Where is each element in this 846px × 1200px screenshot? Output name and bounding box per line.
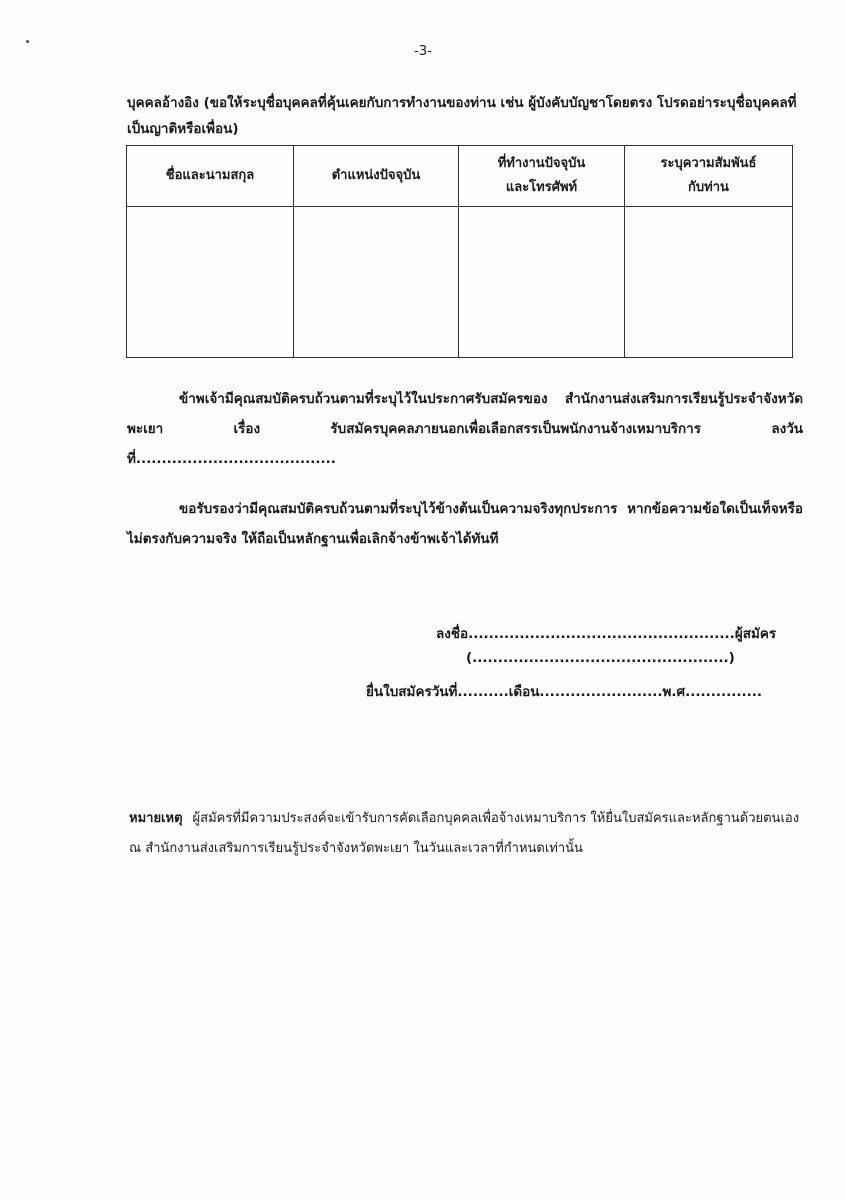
- note-label: หมายเหตุ: [129, 811, 183, 826]
- declaration-text-2: ขอรับรองว่ามีคุณสมบัติครบถ้วนตามที่ระบุไว้ข้างต้นเป็นความจริงทุกประการ หากข้อความข้อใดเป็นเท็จหรือไม่ตรงกับความจริง ให้ถือเป็นหลักฐานเพื่อเลิกจ้างข้าพเจ้าได้ทันที: [127, 501, 803, 547]
- page-number: -3-: [414, 44, 432, 59]
- note: [129, 804, 805, 864]
- column-header-position: [294, 146, 459, 207]
- cell-relationship[interactable]: [625, 207, 793, 358]
- column-header-line: ตำแหน่งปัจจุบัน: [331, 168, 421, 183]
- cell-position[interactable]: [294, 207, 459, 358]
- scan-speck: [26, 40, 29, 43]
- reference-intro: บุคคลอ้างอิง (ขอให้ระบุชื่อบุคคลที่คุ้นเคยกับการทำงานของท่าน เช่น ผู้บังคับบัญชาโดยตรง โปรดอย่าระบุชื่อบุคคลที่เป็นญาติหรือเพื่อน): [127, 95, 797, 137]
- column-header-line: ชื่อและนามสกุล: [165, 168, 255, 183]
- column-header-workplace: [459, 146, 625, 207]
- signature-name-line: (..................................................): [466, 650, 735, 666]
- table-row: [127, 207, 793, 358]
- declaration-text-1: ข้าพเจ้ามีคุณสมบัติครบถ้วนตามที่ระบุไว้ในประกาศรับสมัครของ สำนักงานส่งเสริมการเรียนรู้ประจำจังหวัดพะเยา เรื่อง รับสมัครบุคคลภายนอกเพื่อเลือกสรรเป็นพนักงานจ้างเหมาบริการ ลงวันที่.......................................: [127, 391, 803, 467]
- column-header-line: กับท่าน: [688, 180, 729, 195]
- column-header-line: และโทรศัพท์: [505, 180, 578, 195]
- column-header-name: [127, 146, 294, 207]
- column-header-line: ระบุความสัมพันธ์: [660, 156, 757, 171]
- note-text: ผู้สมัครที่มีความประสงค์จะเข้ารับการคัดเลือกบุคคลเพื่อจ้างเหมาบริการ ให้ยื่นใบสมัครและหลักฐานด้วยตนเอง ณ สำนักงานส่งเสริมการเรียนรู้ประจำจังหวัดพะเยา ในวันและเวลาที่กำหนดเท่านั้น: [129, 811, 800, 856]
- declaration-paragraph-2: [127, 494, 803, 554]
- signature-line: ลงชื่อ....................................................ผู้สมัคร: [436, 626, 777, 642]
- reference-table-header-row: [127, 146, 793, 207]
- cell-name[interactable]: [127, 207, 294, 358]
- application-date-line: ยื่นใบสมัครวันที่..........เดือน........................พ.ศ...............: [366, 684, 763, 700]
- column-header-line: ที่ทำงานปัจจุบัน: [497, 156, 586, 171]
- reference-table: [126, 145, 793, 358]
- column-header-relationship: [625, 146, 793, 207]
- cell-workplace[interactable]: [459, 207, 625, 358]
- declaration-paragraph-1: [127, 384, 803, 474]
